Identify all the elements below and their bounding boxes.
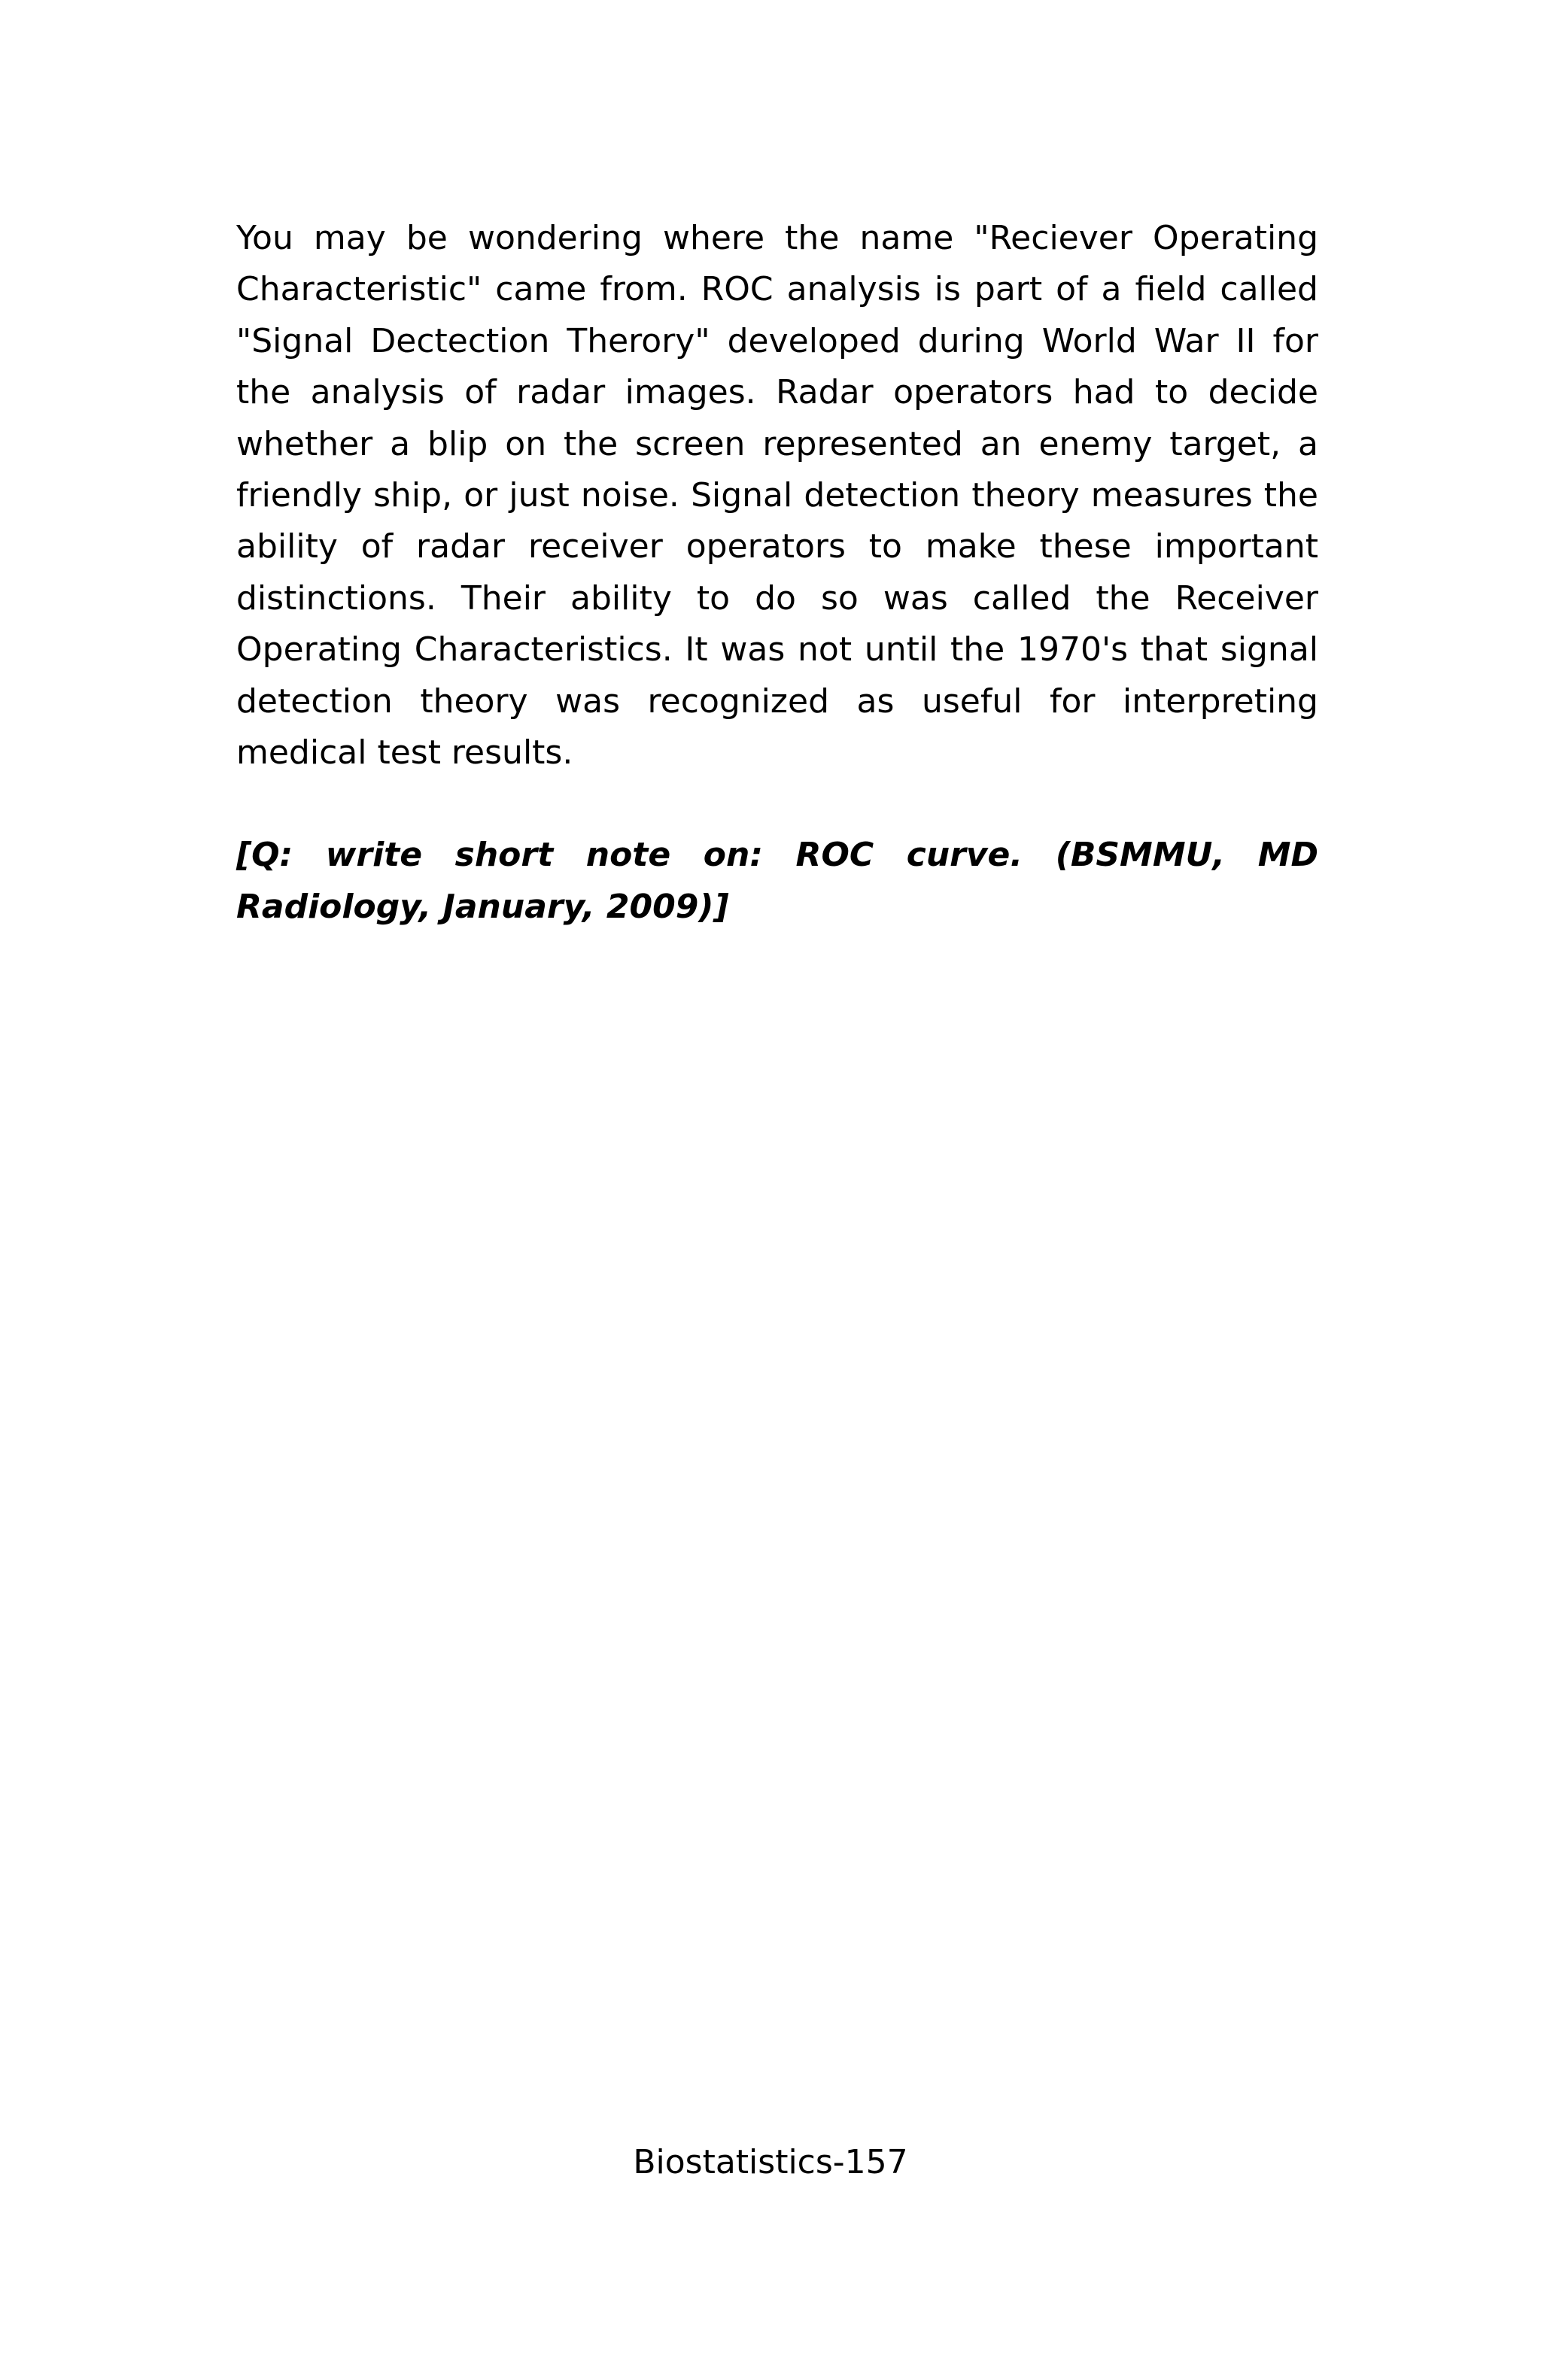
body-paragraph: You may be wondering where the name "Reciever Operating Characteristic" came from. ROC analysis is part of a field called "Signal Dectection Therory" developed during World War II for the analysis of radar images. Radar operators had to decide whether a blip on the screen represented an enemy target, a friendly ship, or just noise. Signal detection theory measures the ability of radar receiver operators to make these important distinctions. Their ability to do so was called the Receiver Operating Characteristics. It was not until the 1970's that signal detection theory was recognized as useful for interpreting medical test results. [236,219,1318,773]
page-number-footer: Biostatistics-157 [633,2143,908,2181]
exam-question-note: [Q: write short note on: ROC curve. (BSMMU, MD Radiology, January, 2009)] [236,836,1318,926]
page-content [236,213,1318,933]
